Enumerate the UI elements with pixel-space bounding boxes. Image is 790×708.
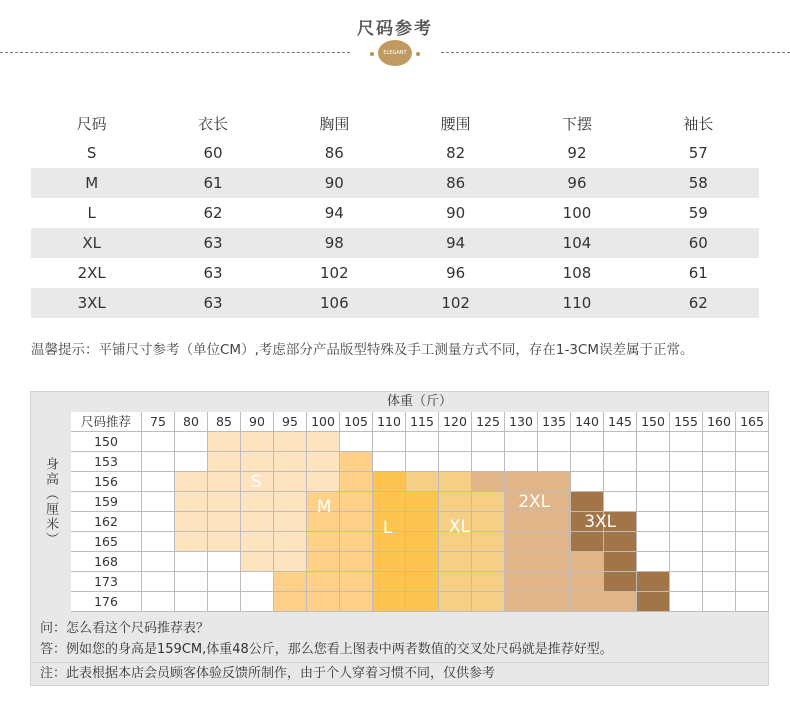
size-table-cell: 96 (446, 264, 466, 282)
size-cell (274, 432, 307, 452)
size-cell (472, 472, 505, 492)
size-cell (208, 532, 241, 552)
size-table-cell: 98 (274, 228, 395, 258)
size-cell (142, 492, 175, 512)
page-title: 尺码参考 (357, 19, 433, 39)
size-cell (703, 452, 736, 472)
size-cell (340, 592, 373, 612)
weight-header: 85 (208, 412, 241, 432)
size-table-cell: 102 (320, 264, 349, 282)
size-cell (538, 472, 571, 492)
size-cell (274, 532, 307, 552)
size-cell (175, 452, 208, 472)
size-cell (637, 572, 670, 592)
size-cell (703, 492, 736, 512)
size-cell (340, 492, 373, 512)
size-cell (373, 572, 406, 592)
weight-header: 140 (571, 412, 604, 432)
weight-header: 100 (307, 412, 340, 432)
size-cell (142, 512, 175, 532)
weight-axis-label: 体重（斤） (386, 394, 452, 409)
size-cell (472, 552, 505, 572)
weight-header: 95 (274, 412, 307, 432)
size-cell (340, 512, 373, 532)
size-zone-label: L (382, 518, 393, 538)
size-table-cell: XL (31, 228, 152, 258)
size-cell (703, 512, 736, 532)
size-cell (340, 432, 373, 452)
size-cell (505, 572, 538, 592)
height-header: 176 (71, 592, 142, 612)
size-cell (274, 552, 307, 572)
size-cell (538, 552, 571, 572)
size-cell (274, 492, 307, 512)
size-cell (703, 532, 736, 552)
size-cell (241, 452, 274, 472)
size-table-cell: 100 (562, 204, 592, 222)
size-cell (736, 552, 769, 572)
size-cell (175, 572, 208, 592)
size-zone-label: 3XL (584, 512, 617, 532)
size-cell (571, 432, 604, 452)
size-cell (472, 492, 505, 512)
size-table-header: 尺码 (76, 114, 107, 133)
size-cell (571, 552, 604, 572)
size-table-cell: 90 (274, 168, 395, 198)
size-cell (538, 452, 571, 472)
weight-header: 105 (340, 412, 373, 432)
size-cell (373, 552, 406, 572)
weight-header: 145 (604, 412, 637, 432)
size-cell (406, 472, 439, 492)
size-cell (373, 432, 406, 452)
weight-header: 135 (538, 412, 571, 432)
faq-question: 问：怎么看这个尺码推荐表？ (40, 621, 210, 636)
faq-note: 注：此表根据本店会员顾客体验反馈所制作，由于个人穿着习惯不同，仅供参考 (31, 662, 768, 686)
size-cell (241, 492, 274, 512)
size-cell (307, 572, 340, 592)
size-cell (670, 592, 703, 612)
size-cell (208, 592, 241, 612)
size-cell (538, 512, 571, 532)
size-zone-label: 2XL (518, 492, 551, 512)
size-cell (637, 592, 670, 612)
size-cell (505, 592, 538, 612)
size-cell (142, 572, 175, 592)
height-header: 162 (71, 512, 142, 532)
size-cell (736, 472, 769, 492)
size-table-header: 腰围 (440, 114, 471, 133)
grid-corner-label: 尺码推荐 (71, 412, 142, 432)
size-cell (472, 592, 505, 612)
divider-right (441, 52, 790, 53)
size-cell (208, 432, 241, 452)
size-cell (670, 532, 703, 552)
size-cell (604, 492, 637, 512)
elegant-badge: ELEGANT (378, 40, 412, 66)
size-zone-label: XL (448, 517, 471, 537)
size-cell (175, 512, 208, 532)
size-table-cell: 62 (203, 204, 223, 222)
size-cell (703, 572, 736, 592)
size-cell (604, 452, 637, 472)
size-recommendation-chart (30, 391, 769, 686)
size-cell (406, 592, 439, 612)
size-cell (274, 592, 307, 612)
size-cell (406, 492, 439, 512)
size-cell (307, 592, 340, 612)
size-table-cell: 102 (395, 288, 516, 318)
size-table-cell: 2XL (77, 264, 106, 282)
size-cell (637, 552, 670, 572)
size-cell (175, 472, 208, 492)
size-cell (208, 472, 241, 492)
size-cell (142, 432, 175, 452)
size-cell (373, 592, 406, 612)
size-table-cell: 60 (203, 144, 223, 162)
size-cell (307, 532, 340, 552)
size-cell (175, 532, 208, 552)
size-cell (307, 552, 340, 572)
size-cell (703, 592, 736, 612)
size-cell (439, 552, 472, 572)
size-table-header: 下摆 (561, 114, 592, 133)
size-cell (142, 452, 175, 472)
height-header: 150 (71, 432, 142, 452)
size-cell (439, 592, 472, 612)
size-cell (307, 432, 340, 452)
size-cell (637, 492, 670, 512)
faq-answer: 答：例如您的身高是159CM,体重48公斤，那么您看上图表中两者数值的交叉处尺码就是推荐好型。 (40, 642, 613, 657)
height-header: 159 (71, 492, 142, 512)
size-table-row (31, 288, 759, 318)
measurement-tip: 温馨提示：平铺尺寸参考（单位CM）,考虑部分产品版型特殊及手工测量方式不同，存在1-3CM误差属于正常。 (31, 342, 694, 358)
size-cell (736, 432, 769, 452)
size-cell (736, 572, 769, 592)
size-table-cell: 3XL (31, 288, 152, 318)
size-table-cell: 63 (203, 264, 223, 282)
size-cell (208, 552, 241, 572)
size-zone-label: M (316, 497, 332, 517)
size-cell (373, 452, 406, 472)
size-cell (604, 532, 637, 552)
height-header: 153 (71, 452, 142, 472)
size-table-cell: M (31, 168, 152, 198)
size-cell (175, 592, 208, 612)
size-cell (472, 512, 505, 532)
size-cell (505, 512, 538, 532)
size-cell (208, 452, 241, 472)
weight-header: 80 (175, 412, 208, 432)
divider-left (0, 52, 350, 53)
size-cell (571, 472, 604, 492)
size-table-cell: 104 (516, 228, 637, 258)
size-table-cell: 58 (638, 168, 759, 198)
size-cell (538, 592, 571, 612)
size-cell (175, 552, 208, 572)
size-table-header: 胸围 (319, 114, 350, 133)
size-cell (637, 472, 670, 492)
size-table-cell: 63 (152, 228, 273, 258)
size-cell (472, 432, 505, 452)
size-cell (340, 552, 373, 572)
size-cell (406, 532, 439, 552)
weight-header: 155 (670, 412, 703, 432)
height-header: 173 (71, 572, 142, 592)
size-cell (670, 452, 703, 472)
size-table-cell: 62 (638, 288, 759, 318)
size-cell (670, 492, 703, 512)
size-cell (241, 572, 274, 592)
size-cell (703, 552, 736, 572)
size-cell (142, 532, 175, 552)
size-cell (274, 452, 307, 472)
size-cell (505, 452, 538, 472)
height-header: 165 (71, 532, 142, 552)
size-cell (736, 592, 769, 612)
size-cell (406, 572, 439, 592)
size-cell (373, 472, 406, 492)
size-cell (175, 432, 208, 452)
size-cell (670, 512, 703, 532)
size-cell (571, 492, 604, 512)
size-cell (505, 432, 538, 452)
size-table-cell: 86 (395, 168, 516, 198)
size-cell (472, 532, 505, 552)
weight-header: 125 (472, 412, 505, 432)
size-table-cell: 61 (152, 168, 273, 198)
height-header: 168 (71, 552, 142, 572)
recommendation-grid (71, 412, 769, 612)
size-table-cell: 92 (567, 144, 587, 162)
size-cell (604, 592, 637, 612)
size-table-cell: L (87, 204, 96, 222)
size-table-header: 袖长 (683, 114, 714, 133)
weight-header: 120 (439, 412, 472, 432)
size-cell (439, 452, 472, 472)
size-table-cell: 110 (516, 288, 637, 318)
size-table-row (31, 138, 759, 168)
size-table-cell: 63 (152, 288, 273, 318)
size-cell (406, 432, 439, 452)
size-cell (241, 592, 274, 612)
size-cell (241, 432, 274, 452)
size-cell (208, 492, 241, 512)
size-table-cell: 57 (688, 144, 708, 162)
size-cell (241, 532, 274, 552)
size-table-cell: 59 (688, 204, 708, 222)
size-cell (736, 452, 769, 472)
size-cell (637, 452, 670, 472)
size-cell (340, 572, 373, 592)
size-table-cell: 82 (446, 144, 466, 162)
size-cell (472, 452, 505, 472)
size-cell (274, 472, 307, 492)
size-cell (571, 572, 604, 592)
size-table-row (31, 198, 759, 228)
size-cell (604, 552, 637, 572)
size-cell (604, 572, 637, 592)
size-cell (637, 532, 670, 552)
height-header: 156 (71, 472, 142, 492)
size-cell (571, 592, 604, 612)
size-table-cell: 108 (562, 264, 592, 282)
size-table-cell: 60 (638, 228, 759, 258)
size-cell (142, 472, 175, 492)
size-cell (736, 492, 769, 512)
size-cell (670, 432, 703, 452)
size-cell (703, 432, 736, 452)
size-table-cell: 61 (688, 264, 708, 282)
size-cell (241, 552, 274, 572)
size-cell (604, 472, 637, 492)
size-table-cell: 94 (324, 204, 344, 222)
size-cell (406, 452, 439, 472)
size-cell (340, 452, 373, 472)
size-table-cell: 90 (446, 204, 466, 222)
size-cell (340, 532, 373, 552)
size-cell (208, 572, 241, 592)
height-axis-label: 身高（厘米） (43, 457, 58, 547)
size-cell (604, 432, 637, 452)
size-table (31, 108, 759, 318)
size-cell (439, 492, 472, 512)
size-cell (571, 452, 604, 472)
size-cell (670, 572, 703, 592)
size-cell (307, 472, 340, 492)
weight-header: 75 (142, 412, 175, 432)
size-table-cell: 106 (274, 288, 395, 318)
size-cell (406, 552, 439, 572)
size-cell (505, 532, 538, 552)
size-cell (340, 472, 373, 492)
size-cell (505, 552, 538, 572)
size-cell (142, 552, 175, 572)
size-cell (274, 572, 307, 592)
size-table-cell: 94 (395, 228, 516, 258)
weight-header: 165 (736, 412, 769, 432)
size-cell (439, 572, 472, 592)
size-table-cell: 86 (324, 144, 344, 162)
size-cell (736, 512, 769, 532)
size-table-cell: S (86, 144, 97, 162)
size-table-row (31, 228, 759, 258)
size-cell (175, 492, 208, 512)
size-table-row (31, 258, 759, 288)
size-cell (703, 472, 736, 492)
weight-header: 160 (703, 412, 736, 432)
size-cell (406, 512, 439, 532)
size-cell (538, 432, 571, 452)
size-cell (637, 512, 670, 532)
size-cell (538, 572, 571, 592)
size-table-header: 衣长 (197, 114, 228, 133)
size-cell (670, 472, 703, 492)
size-cell (736, 532, 769, 552)
size-cell (472, 572, 505, 592)
size-cell (439, 472, 472, 492)
size-cell (538, 532, 571, 552)
size-cell (637, 432, 670, 452)
size-cell (505, 472, 538, 492)
weight-header: 90 (241, 412, 274, 432)
weight-header: 150 (637, 412, 670, 432)
weight-header: 115 (406, 412, 439, 432)
size-cell (439, 432, 472, 452)
weight-header: 130 (505, 412, 538, 432)
size-table-cell: 96 (516, 168, 637, 198)
weight-header: 110 (373, 412, 406, 432)
size-cell (241, 512, 274, 532)
size-cell (274, 512, 307, 532)
size-table-row (31, 168, 759, 198)
size-cell (208, 512, 241, 532)
elegant-emblem (370, 40, 420, 66)
size-cell (307, 452, 340, 472)
size-cell (670, 552, 703, 572)
size-zone-label: S (250, 472, 262, 492)
size-cell (571, 532, 604, 552)
size-cell (373, 492, 406, 512)
size-cell (142, 592, 175, 612)
